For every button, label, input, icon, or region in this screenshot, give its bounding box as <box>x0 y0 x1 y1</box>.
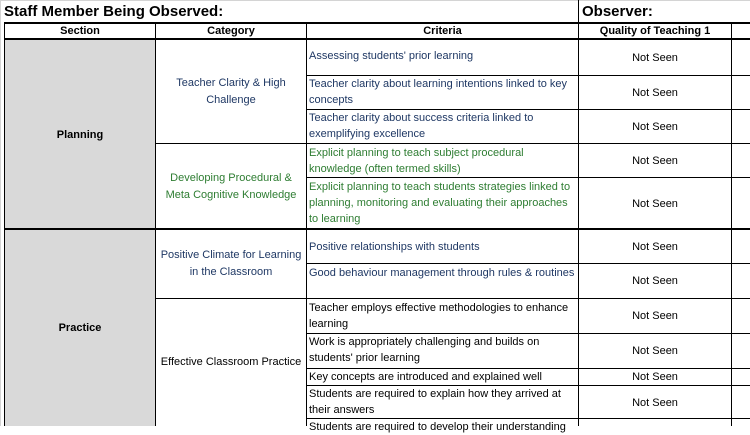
border-line <box>4 22 5 426</box>
border-line <box>4 38 750 40</box>
quality-cell[interactable]: Not Seen <box>632 51 678 64</box>
gridline <box>0 0 1 426</box>
section-practice-cell[interactable] <box>5 230 155 426</box>
category-positive-climate[interactable] <box>156 230 306 298</box>
criteria-cell[interactable]: Work is appropriately challenging and builds on students' prior learning <box>309 336 540 364</box>
criteria-cell[interactable]: Teacher clarity about learning intentions linked to key concepts <box>309 78 568 106</box>
border-line <box>4 228 750 230</box>
staff-member-title: Staff Member Being Observed: <box>4 3 224 20</box>
criteria-cell[interactable]: Students are required to develop their understanding <box>309 421 566 433</box>
border-line <box>306 368 750 369</box>
section-planning-label: Planning <box>56 128 104 141</box>
border-line <box>306 333 750 334</box>
header-criteria: Criteria <box>423 25 462 37</box>
quality-cell[interactable]: Not Seen <box>632 86 678 99</box>
category-teacher-clarity[interactable] <box>156 40 306 143</box>
border-line <box>155 143 750 144</box>
observer-title: Observer: <box>582 3 653 20</box>
category-procedural-knowledge-label: Developing Procedural & Meta Cognitive Knowledge <box>165 171 297 201</box>
section-practice-label: Practice <box>58 322 102 334</box>
criteria-cell[interactable]: Teacher employs effective methodologies to enhance learning <box>309 302 569 330</box>
header-quality: Quality of Teaching 1 <box>599 25 711 37</box>
header-section: Section <box>60 25 100 37</box>
criteria-cell[interactable]: Positive relationships with students <box>309 241 480 253</box>
gridline <box>0 0 750 1</box>
quality-cell[interactable]: Not Seen <box>632 154 678 167</box>
border-line <box>578 0 579 23</box>
category-effective-practice[interactable] <box>156 299 306 426</box>
criteria-cell[interactable]: Assessing students' prior learning <box>309 50 474 62</box>
quality-cell[interactable]: Not Seen <box>632 197 678 210</box>
border-line <box>155 298 750 299</box>
border-line <box>731 22 732 426</box>
section-planning-cell[interactable] <box>5 40 155 229</box>
border-line <box>578 22 579 426</box>
quality-cell[interactable]: Not Seen <box>632 396 678 409</box>
quality-cell[interactable]: Not Seen <box>632 371 678 383</box>
border-line <box>4 22 750 24</box>
border-line <box>306 22 307 426</box>
criteria-cell[interactable]: Good behaviour management through rules & routines <box>309 267 575 279</box>
border-line <box>306 418 750 419</box>
quality-cell[interactable]: Not Seen <box>632 240 678 253</box>
category-teacher-clarity-label: Teacher Clarity & High Challenge <box>176 76 286 106</box>
category-positive-climate-label: Positive Climate for Learning in the Classroom <box>160 249 302 278</box>
border-line <box>306 177 750 178</box>
quality-cell[interactable]: Not Seen <box>632 120 678 133</box>
category-procedural-knowledge[interactable] <box>156 144 306 229</box>
border-line <box>306 385 750 386</box>
border-line <box>306 263 750 264</box>
border-line <box>155 22 156 426</box>
category-effective-practice-label: Effective Classroom Practice <box>160 356 302 368</box>
quality-cell[interactable]: Not Seen <box>632 345 678 357</box>
criteria-cell[interactable]: Explicit planning to teach subject procedural knowledge (often termed skills) <box>309 147 524 175</box>
criteria-cell[interactable]: Students are required to explain how they arrived at their answers <box>309 388 561 416</box>
criteria-cell[interactable]: Explicit planning to teach students strategies linked to planning, monitoring and evaluating their approaches to learning <box>309 181 571 225</box>
header-category: Category <box>207 25 255 37</box>
quality-cell[interactable]: Not Seen <box>632 275 678 287</box>
quality-cell[interactable]: Not Seen <box>632 310 678 322</box>
border-line <box>306 109 750 110</box>
criteria-cell[interactable]: Key concepts are introduced and explained well <box>309 371 542 383</box>
criteria-cell[interactable]: Teacher clarity about success criteria linked to exemplifying excellence <box>309 112 534 140</box>
border-line <box>306 75 750 76</box>
